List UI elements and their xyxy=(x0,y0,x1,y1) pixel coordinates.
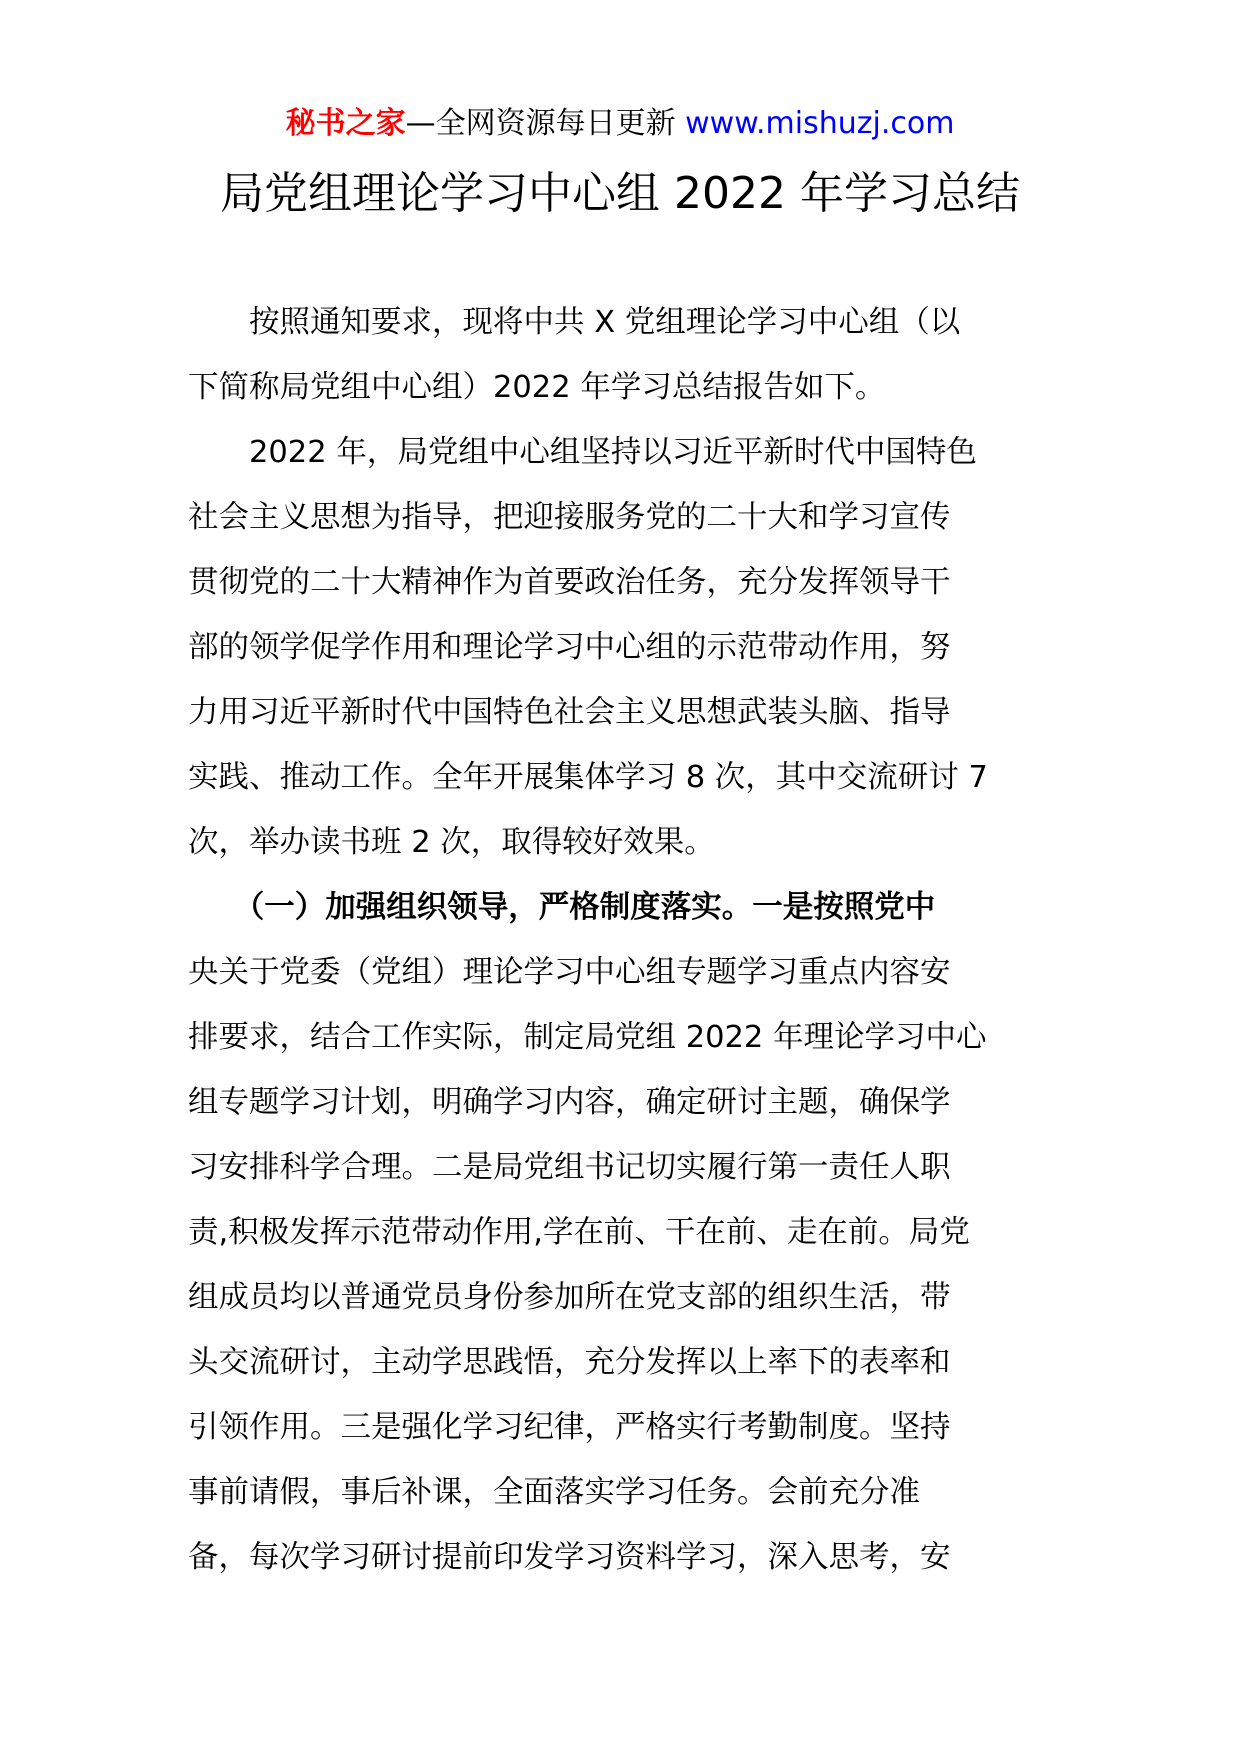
text-line: 引领作用。三是强化学习纪律，严格实行考勤制度。坚持 xyxy=(188,1410,951,1445)
text-line: 组专题学习计划，明确学习内容，确定研讨主题，确保学 xyxy=(188,1085,951,1120)
text-line: 责,积极发挥示范带动作用,学在前、干在前、走在前。局党 xyxy=(188,1215,970,1250)
text-line: 事前请假，事后补课，全面落实学习任务。会前充分准 xyxy=(188,1475,920,1510)
brand-name: 秘书之家 xyxy=(285,106,406,141)
text-line: 力用习近平新时代中国特色社会主义思想武装头脑、指导 xyxy=(188,695,951,730)
text-line: 备，每次学习研讨提前印发学习资料学习，深入思考，安 xyxy=(188,1540,951,1575)
text-line: 实践、推动工作。全年开展集体学习 8 次，其中交流研讨 7 xyxy=(188,760,988,795)
text-line: 2022 年，局党组中心组坚持以习近平新时代中国特色 xyxy=(188,435,977,470)
document-body xyxy=(188,290,1052,1590)
text-line: 贯彻党的二十大精神作为首要政治任务，充分发挥领导干 xyxy=(188,565,951,600)
text-line: 社会主义思想为指导，把迎接服务党的二十大和学习宣传 xyxy=(188,500,951,535)
website-link[interactable]: www.mishuzj.com xyxy=(685,106,955,141)
section-heading-line: （一）加强组织领导，严格制度落实。一是按照党中 xyxy=(188,890,936,925)
text-line: 按照通知要求，现将中共 X 党组理论学习中心组（以 xyxy=(188,305,961,340)
text-line: 组成员均以普通党员身份参加所在党支部的组织生活，带 xyxy=(188,1280,951,1315)
text-line: 头交流研讨，主动学思践悟，充分发挥以上率下的表率和 xyxy=(188,1345,951,1380)
text-line: 次，举办读书班 2 次，取得较好效果。 xyxy=(188,825,715,860)
text-line: 部的领学促学作用和理论学习中心组的示范带动作用，努 xyxy=(188,630,951,665)
text-line: 央关于党委（党组）理论学习中心组专题学习重点内容安 xyxy=(188,955,951,990)
text-line: 下简称局党组中心组）2022 年学习总结报告如下。 xyxy=(188,370,886,405)
document-title: 局党组理论学习中心组 2022 年学习总结 xyxy=(220,168,1020,219)
site-banner xyxy=(0,102,1240,146)
banner-tagline: —全网资源每日更新 xyxy=(405,106,686,141)
text-line: 排要求，结合工作实际，制定局党组 2022 年理论学习中心 xyxy=(188,1020,987,1055)
text-line: 习安排科学合理。二是局党组书记切实履行第一责任人职 xyxy=(188,1150,951,1185)
